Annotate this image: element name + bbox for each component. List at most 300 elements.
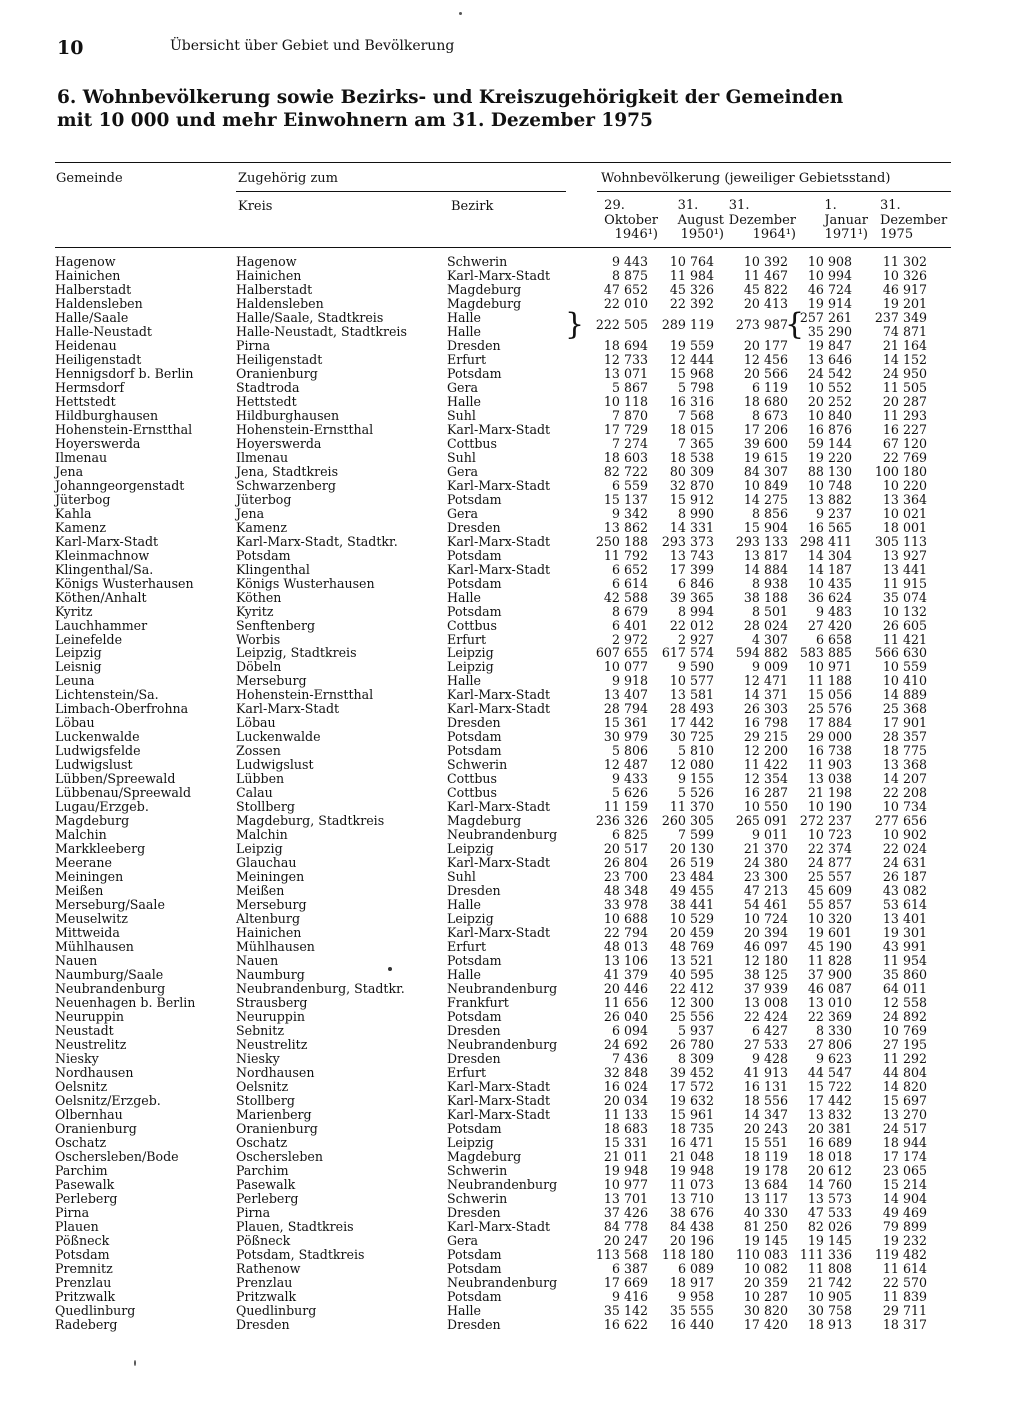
cell-1964: 10 082: [743, 1260, 788, 1276]
cell-gemeinde: Meiningen: [55, 869, 124, 885]
brace-right-icon: }: [565, 307, 585, 342]
cell-gemeinde: Johanngeorgenstadt: [55, 477, 185, 493]
title-line-2: mit 10 000 und mehr Einwohnern am 31. Dezember 1975: [57, 110, 653, 131]
cell-1950: 32 870: [669, 477, 714, 493]
cell-1971: 20 381: [807, 1120, 852, 1136]
cell-gemeinde: Neustadt: [55, 1022, 114, 1038]
date-month: Januar: [824, 212, 868, 228]
cell-1950: 22 412: [669, 981, 714, 996]
cell-1946: 35 142: [603, 1302, 648, 1318]
cell-kreis: Königs Wusterhausen: [236, 575, 375, 591]
table-row: [0, 353, 1024, 367]
cell-1950: 11 073: [669, 1176, 714, 1192]
cell-1950: 20 130: [669, 841, 714, 857]
cell-1950: 2 927: [677, 631, 714, 647]
cell-bezirk: Suhl: [447, 869, 476, 885]
cell-gemeinde: Niesky: [55, 1050, 99, 1066]
table-row: [0, 1304, 1024, 1318]
cell-gemeinde: Potsdam: [55, 1246, 110, 1262]
cell-1971: 10 435: [807, 575, 852, 591]
cell-1975: 17 901: [882, 715, 927, 731]
cell-1975: 15 697: [882, 1092, 927, 1108]
cell-1964: 19 615: [743, 449, 788, 465]
cell-1950: 38 676: [669, 1204, 714, 1220]
cell-1971: 9 237: [815, 505, 852, 521]
cell-bezirk: Dresden: [447, 715, 501, 731]
cell-kreis: Lübben: [236, 771, 285, 787]
cell-gemeinde: Markkleeberg: [55, 841, 146, 857]
cell-1971: 10 552: [807, 379, 852, 395]
cell-bezirk: Frankfurt: [447, 994, 509, 1010]
cell-1950: 9 958: [677, 1288, 714, 1304]
table-row: [0, 1178, 1024, 1192]
cell-1971: 10 971: [807, 659, 852, 675]
cell-bezirk: Halle: [447, 1302, 481, 1318]
cell-gemeinde: Heiligenstadt: [55, 351, 142, 367]
cell-gemeinde: Hermsdorf: [55, 379, 125, 395]
cell-1975: 13 441: [882, 561, 927, 577]
cell-bezirk: Halle: [447, 323, 481, 339]
cell-kreis: Kyritz: [236, 603, 274, 619]
cell-bezirk: Neubrandenburg: [447, 1036, 558, 1052]
cell-1964: 11 422: [743, 757, 788, 773]
table-row: [0, 605, 1024, 619]
cell-1946: 26 804: [603, 855, 648, 871]
table-row: [0, 255, 1024, 269]
cell-1946: 13 701: [603, 1190, 648, 1206]
page-number: 10: [57, 37, 84, 59]
cell-bezirk: Halle: [447, 589, 481, 605]
cell-bezirk: Halle: [447, 673, 481, 689]
cell-1950: 5 526: [677, 785, 714, 801]
table-row: [0, 870, 1024, 884]
cell-1946: 113 568: [595, 1246, 648, 1262]
print-speck: [388, 967, 392, 971]
cell-1964: 20 177: [743, 337, 788, 353]
cell-1971: 46 724: [807, 282, 852, 297]
table-row: [0, 1248, 1024, 1262]
table-row: [0, 423, 1024, 437]
cell-bezirk: Cottbus: [447, 771, 497, 787]
cell-1950: 38 441: [669, 897, 714, 913]
cell-kreis: Klingenthal: [236, 561, 310, 577]
cell-1950: 13 521: [669, 953, 714, 968]
cell-kreis: Stollberg: [236, 1092, 295, 1108]
cell-kreis: Oschatz: [236, 1134, 288, 1150]
cell-kreis: Marienberg: [236, 1106, 312, 1122]
cell-1946: 20 446: [603, 981, 648, 996]
table-row: [0, 968, 1024, 982]
table-row: [0, 1080, 1024, 1094]
col-header-gemeinde: Gemeinde: [56, 171, 123, 186]
cell-kreis: Senftenberg: [236, 617, 316, 633]
running-header: Übersicht über Gebiet und Bevölkerung: [170, 38, 455, 54]
col-header-1946: [604, 199, 658, 243]
cell-kreis: Naumburg: [236, 967, 305, 982]
cell-1946: 12 487: [603, 757, 648, 773]
cell-1946: 10 077: [603, 659, 648, 675]
cell-1950: 26 780: [669, 1036, 714, 1052]
table-row: [0, 688, 1024, 702]
cell-1975: 18 001: [882, 519, 927, 535]
cell-1946: 26 040: [603, 1008, 648, 1024]
cell-1946: 37 426: [603, 1204, 648, 1220]
cell-1946: 48 013: [603, 939, 648, 954]
cell-1946: 9 416: [611, 1288, 648, 1304]
cell-1946: 7 274: [611, 435, 648, 451]
cell-1964: 20 413: [743, 295, 788, 311]
table-row: [0, 856, 1024, 870]
cell-bezirk: Karl-Marx-Stadt: [447, 925, 551, 940]
cell-1946: 6 401: [611, 617, 648, 633]
cell-1946: 15 137: [603, 491, 648, 507]
cell-bezirk: Dresden: [447, 1022, 501, 1038]
cell-kreis: Jüterbog: [236, 491, 292, 507]
zugehoerig-rule: [236, 191, 566, 192]
cell-1971: 18 018: [807, 1148, 852, 1164]
cell-1964: 9 011: [751, 827, 788, 843]
cell-kreis: Merseburg: [236, 673, 307, 689]
cell-1950: 18 015: [669, 421, 714, 437]
cell-1964: 12 456: [743, 351, 788, 367]
cell-bezirk: Karl-Marx-Stadt: [447, 687, 551, 703]
cell-1950: 26 519: [669, 855, 714, 871]
cell-1971: 6 658: [815, 631, 852, 647]
cell-1971: 18 913: [807, 1316, 852, 1332]
cell-1975: 22 024: [882, 841, 927, 857]
cell-kreis: Oelsnitz: [236, 1078, 289, 1094]
cell-kreis: Hagenow: [236, 254, 297, 269]
cell-gemeinde: Leisnig: [55, 659, 102, 675]
table-row: [0, 758, 1024, 772]
cell-1975: 14 152: [882, 351, 927, 367]
cell-1971: 21 742: [807, 1274, 852, 1290]
cell-gemeinde: Malchin: [55, 827, 107, 843]
cell-1975: 10 326: [882, 268, 927, 283]
cell-1971: 19 914: [807, 295, 852, 311]
cell-1975: 29 711: [882, 1302, 927, 1318]
cell-kreis: Potsdam: [236, 547, 291, 563]
cell-1950: 84 438: [669, 1218, 714, 1234]
date-year: 1946¹): [614, 227, 658, 242]
cell-1975: 305 113: [874, 533, 927, 549]
cell-1971: 35 290: [807, 323, 852, 339]
cell-bezirk: Leipzig: [447, 645, 494, 661]
cell-gemeinde: Löbau: [55, 715, 95, 731]
cell-1950: 18 735: [669, 1120, 714, 1136]
cell-1971: 37 900: [807, 967, 852, 982]
cell-1971: 13 646: [807, 351, 852, 367]
cell-1946: 6 825: [611, 827, 648, 843]
cell-1971: 11 188: [807, 673, 852, 689]
table-row: [0, 646, 1024, 660]
halle-combined-1964: 273 987: [735, 317, 788, 332]
table-row: [0, 842, 1024, 856]
cell-1975: 10 559: [882, 659, 927, 675]
cell-kreis: Magdeburg, Stadtkreis: [236, 813, 385, 829]
cell-1971: 11 808: [807, 1260, 852, 1276]
cell-1971: 10 723: [807, 827, 852, 843]
cell-1975: 79 899: [882, 1218, 927, 1234]
cell-1946: 250 188: [595, 533, 648, 549]
cell-1964: 8 938: [751, 575, 788, 591]
cell-bezirk: Erfurt: [447, 631, 487, 647]
cell-1975: 19 301: [882, 925, 927, 940]
cell-1964: 20 566: [743, 365, 788, 381]
cell-1975: 13 270: [882, 1106, 927, 1122]
cell-gemeinde: Ludwigslust: [55, 757, 133, 773]
cell-gemeinde: Kyritz: [55, 603, 93, 619]
cell-1971: 14 187: [807, 561, 852, 577]
cell-1964: 18 680: [743, 393, 788, 409]
cell-bezirk: Karl-Marx-Stadt: [447, 1218, 551, 1234]
cell-kreis: Sebnitz: [236, 1022, 284, 1038]
table-row: [0, 269, 1024, 283]
cell-bezirk: Leipzig: [447, 841, 494, 857]
cell-1975: 35 074: [882, 589, 927, 605]
cell-gemeinde: Premnitz: [55, 1260, 113, 1276]
cell-gemeinde: Quedlinburg: [55, 1302, 136, 1318]
cell-1971: 583 885: [799, 645, 852, 661]
cell-kreis: Schwarzenberg: [236, 477, 336, 493]
cell-1971: 25 557: [807, 869, 852, 885]
cell-1975: 22 570: [882, 1274, 927, 1290]
cell-1971: 9 623: [815, 1050, 852, 1066]
table-row: [0, 563, 1024, 577]
cell-1950: 12 080: [669, 757, 714, 773]
cell-kreis: Leipzig, Stadtkreis: [236, 645, 357, 661]
cell-1964: 19 178: [743, 1162, 788, 1178]
cell-bezirk: Suhl: [447, 449, 476, 465]
cell-1971: 15 722: [807, 1078, 852, 1094]
cell-1971: 24 877: [807, 855, 852, 871]
cell-bezirk: Karl-Marx-Stadt: [447, 533, 551, 549]
cell-gemeinde: Radeberg: [55, 1316, 118, 1332]
col-header-1971: [824, 199, 868, 243]
cell-kreis: Hainichen: [236, 925, 302, 940]
cell-kreis: Niesky: [236, 1050, 280, 1066]
table-row: [0, 395, 1024, 409]
cell-gemeinde: Heidenau: [55, 337, 117, 353]
date-day: 1.: [824, 198, 837, 213]
cell-1971: 17 442: [807, 1092, 852, 1108]
cell-gemeinde: Neuruppin: [55, 1008, 124, 1024]
cell-gemeinde: Lauchhammer: [55, 617, 148, 633]
cell-1950: 8 990: [677, 505, 714, 521]
cell-1964: 12 471: [743, 673, 788, 689]
cell-1964: 16 798: [743, 715, 788, 731]
cell-gemeinde: Königs Wusterhausen: [55, 575, 194, 591]
cell-gemeinde: Olbernhau: [55, 1106, 123, 1122]
header-bottom-rule: [55, 247, 951, 248]
cell-1950: 118 180: [661, 1246, 714, 1262]
cell-kreis: Altenburg: [236, 911, 301, 927]
cell-kreis: Merseburg: [236, 897, 307, 913]
cell-kreis: Hohenstein-Ernstthal: [236, 421, 374, 437]
cell-gemeinde: Luckenwalde: [55, 729, 140, 745]
table-row: [0, 898, 1024, 912]
cell-1975: 24 631: [882, 855, 927, 871]
cell-1975: 10 734: [882, 799, 927, 815]
cell-1964: 10 392: [743, 254, 788, 269]
cell-gemeinde: Lugau/Erzgeb.: [55, 799, 149, 815]
cell-1975: 14 207: [882, 771, 927, 787]
cell-bezirk: Potsdam: [447, 547, 502, 563]
cell-kreis: Pasewalk: [236, 1176, 296, 1192]
cell-1950: 9 155: [677, 771, 714, 787]
cell-bezirk: Neubrandenburg: [447, 981, 558, 996]
date-day: 31.: [728, 198, 750, 213]
cell-1975: 26 187: [882, 869, 927, 885]
cell-bezirk: Potsdam: [447, 743, 502, 759]
cell-1946: 9 443: [611, 254, 648, 269]
cell-1946: 6 614: [611, 575, 648, 591]
cell-bezirk: Magdeburg: [447, 813, 522, 829]
cell-1946: 16 024: [603, 1078, 648, 1094]
cell-1975: 24 950: [882, 365, 927, 381]
cell-kreis: Stadtroda: [236, 379, 300, 395]
cell-1946: 2 972: [611, 631, 648, 647]
table-row: [0, 814, 1024, 828]
cell-gemeinde: Hennigsdorf b. Berlin: [55, 365, 194, 381]
cell-1964: 12 180: [743, 953, 788, 968]
cell-bezirk: Dresden: [447, 519, 501, 535]
cell-1975: 43 082: [882, 883, 927, 899]
cell-kreis: Kamenz: [236, 519, 288, 535]
cell-bezirk: Potsdam: [447, 1246, 502, 1262]
cell-1971: 15 056: [807, 687, 852, 703]
cell-1964: 110 083: [735, 1246, 788, 1262]
cell-1964: 8 673: [751, 407, 788, 423]
table-row: [0, 1108, 1024, 1122]
cell-1971: 45 190: [807, 939, 852, 954]
cell-1975: 119 482: [874, 1246, 927, 1262]
cell-kreis: Malchin: [236, 827, 288, 843]
cell-bezirk: Halle: [447, 393, 481, 409]
cell-1946: 20 034: [603, 1092, 648, 1108]
cell-1946: 13 407: [603, 687, 648, 703]
cell-kreis: Quedlinburg: [236, 1302, 317, 1318]
cell-kreis: Stollberg: [236, 799, 295, 815]
table-row: [0, 1066, 1024, 1080]
cell-1975: 25 368: [882, 701, 927, 717]
cell-bezirk: Karl-Marx-Stadt: [447, 855, 551, 871]
cell-1964: 18 556: [743, 1092, 788, 1108]
cell-1964: 23 300: [743, 869, 788, 885]
cell-1964: 37 939: [743, 981, 788, 996]
cell-1950: 30 725: [669, 729, 714, 745]
cell-gemeinde: Kleinmachnow: [55, 547, 150, 563]
cell-gemeinde: Hohenstein-Ernstthal: [55, 421, 193, 437]
table-row: [0, 1136, 1024, 1150]
cell-1975: 27 195: [882, 1036, 927, 1052]
cell-bezirk: Potsdam: [447, 1008, 502, 1024]
cell-1971: 17 884: [807, 715, 852, 731]
cell-1950: 6 089: [677, 1260, 714, 1276]
title-line-1: 6. Wohnbevölkerung sowie Bezirks- und Kreiszugehörigkeit der Gemeinden: [57, 87, 844, 108]
cell-bezirk: Potsdam: [447, 1260, 502, 1276]
cell-1950: 18 538: [669, 449, 714, 465]
table-row: [0, 339, 1024, 353]
cell-1964: 13 008: [743, 994, 788, 1010]
cell-bezirk: Dresden: [447, 337, 501, 353]
table-row: [0, 884, 1024, 898]
cell-1964: 21 370: [743, 841, 788, 857]
cell-1950: 23 484: [669, 869, 714, 885]
cell-bezirk: Magdeburg: [447, 1148, 522, 1164]
cell-bezirk: Cottbus: [447, 785, 497, 801]
cell-1950: 17 442: [669, 715, 714, 731]
cell-1946: 15 361: [603, 715, 648, 731]
cell-1950: 17 572: [669, 1078, 714, 1094]
cell-1975: 26 605: [882, 617, 927, 633]
cell-bezirk: Dresden: [447, 1204, 501, 1220]
date-day: 29.: [604, 198, 625, 213]
cell-1964: 18 119: [743, 1148, 788, 1164]
cell-bezirk: Halle: [447, 897, 481, 913]
cell-1950: 617 574: [661, 645, 714, 661]
cell-1964: 30 820: [743, 1302, 788, 1318]
date-month: Dezember: [880, 212, 948, 228]
cell-gemeinde: Lichtenstein/Sa.: [55, 687, 159, 703]
cell-1964: 19 145: [743, 1232, 788, 1248]
date-year: 1964¹): [752, 227, 796, 242]
cell-bezirk: Potsdam: [447, 953, 502, 968]
cell-bezirk: Magdeburg: [447, 295, 522, 311]
cell-1950: 22 012: [669, 617, 714, 633]
cell-1975: 13 364: [882, 491, 927, 507]
cell-1964: 17 206: [743, 421, 788, 437]
cell-1950: 19 948: [669, 1162, 714, 1178]
cell-1975: 566 630: [874, 645, 927, 661]
cell-1975: 11 292: [882, 1050, 927, 1066]
cell-1950: 17 399: [669, 561, 714, 577]
col-header-zugehoerig: Zugehörig zum: [238, 171, 338, 186]
cell-gemeinde: Leuna: [55, 673, 95, 689]
cell-1971: 19 601: [807, 925, 852, 940]
cell-1975: 277 656: [874, 813, 927, 829]
cell-bezirk: Gera: [447, 379, 479, 395]
cell-bezirk: Halle: [447, 309, 481, 325]
cell-1975: 19 201: [882, 295, 927, 311]
cell-1950: 13 710: [669, 1190, 714, 1206]
cell-1971: 272 237: [799, 813, 852, 829]
cell-1964: 39 600: [743, 435, 788, 451]
cell-gemeinde: Neustrelitz: [55, 1036, 127, 1052]
cell-1964: 12 354: [743, 771, 788, 787]
cell-bezirk: Karl-Marx-Stadt: [447, 1078, 551, 1094]
cell-1950: 13 581: [669, 687, 714, 703]
table-row: [0, 912, 1024, 926]
cell-1950: 10 577: [669, 673, 714, 689]
table-row: [0, 730, 1024, 744]
cell-bezirk: Gera: [447, 463, 479, 479]
cell-1964: 594 882: [735, 645, 788, 661]
cell-1971: 27 420: [807, 617, 852, 633]
cell-1946: 10 977: [603, 1176, 648, 1192]
cell-gemeinde: Kamenz: [55, 519, 107, 535]
cell-1946: 22 010: [603, 295, 648, 311]
cell-gemeinde: Prenzlau: [55, 1274, 112, 1290]
table-row: [0, 1122, 1024, 1136]
cell-1950: 16 471: [669, 1134, 714, 1150]
cell-kreis: Halberstadt: [236, 282, 313, 297]
cell-1971: 22 369: [807, 1008, 852, 1024]
cell-gemeinde: Ilmenau: [55, 449, 108, 465]
table-row: [0, 828, 1024, 842]
cell-1964: 13 684: [743, 1176, 788, 1192]
cell-gemeinde: Haldensleben: [55, 295, 143, 311]
